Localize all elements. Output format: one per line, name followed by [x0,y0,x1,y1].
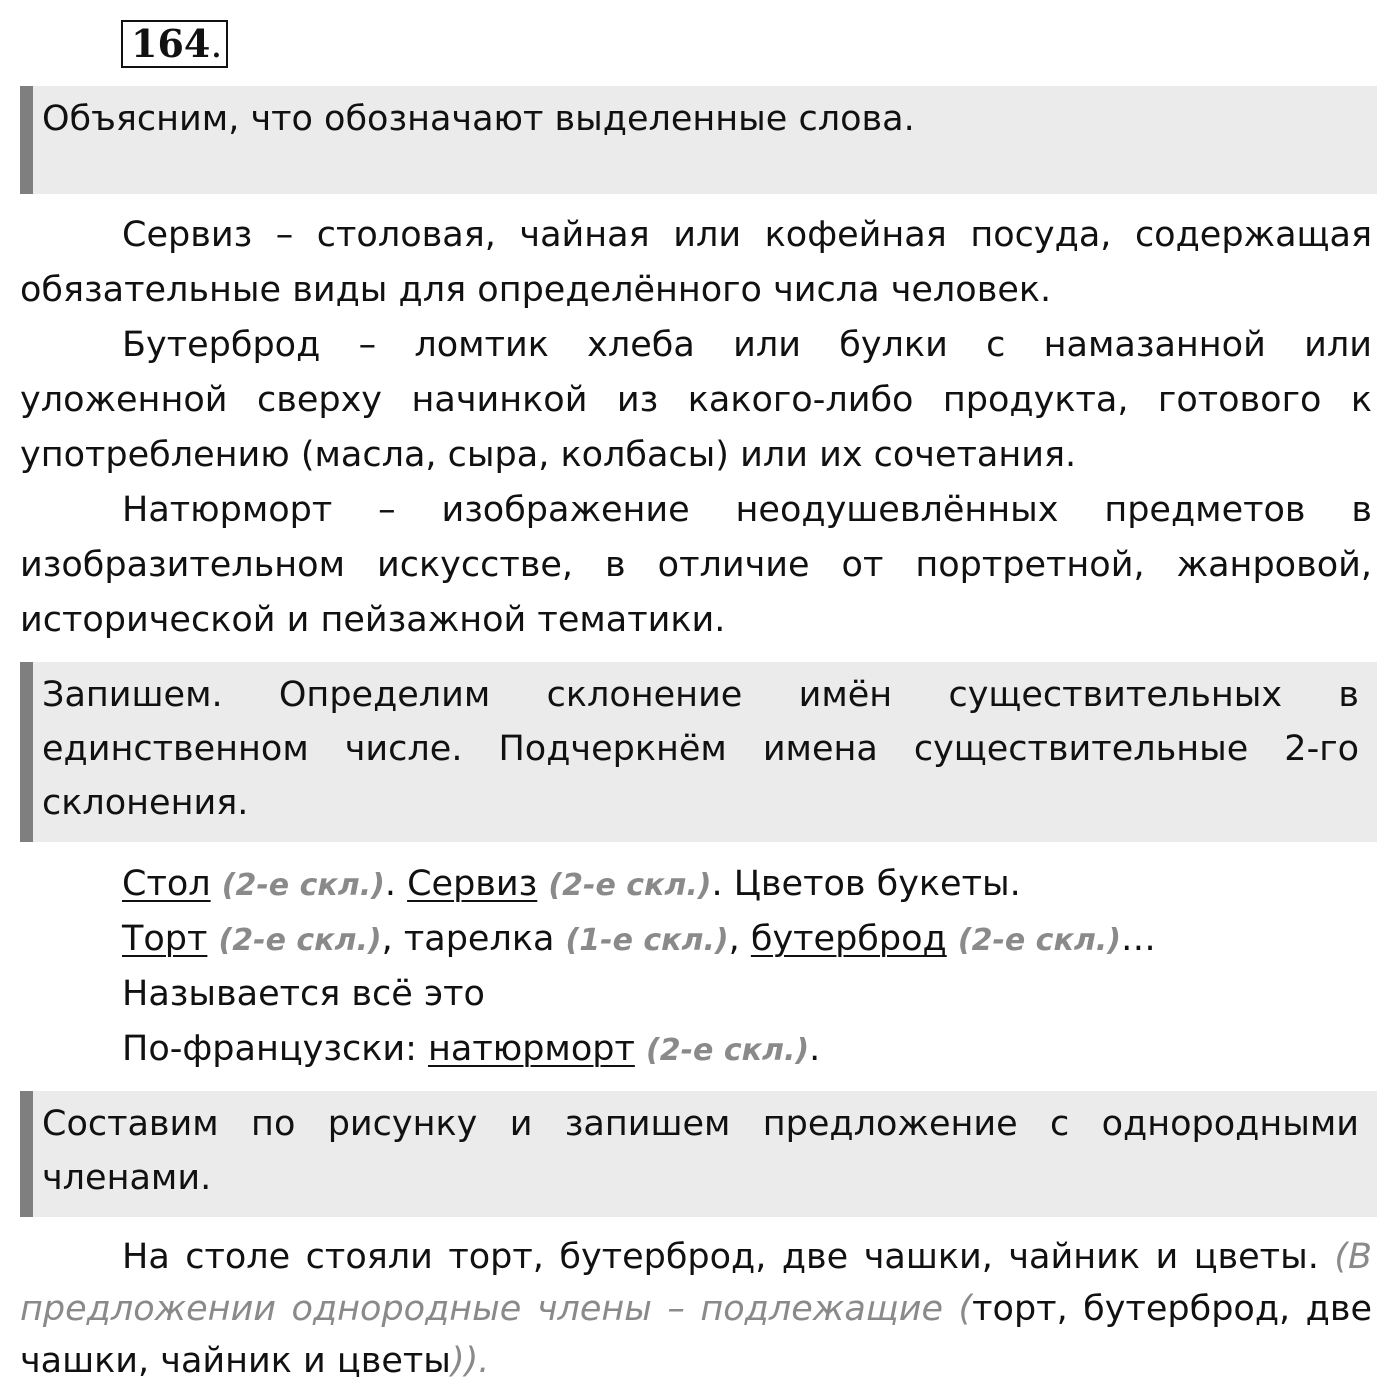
poem-line-2 [122,912,1156,968]
exercise-number [121,20,228,68]
answer-note: (В предложении однородные члены – подлежащие ( [20,1237,1372,1329]
declension-note: (2-е скл.) [957,923,1121,958]
declension-note: (2-е скл.) [218,923,382,958]
poem-line-3: Называется всё это [122,974,485,1014]
noun-servis: Сервиз [407,864,538,904]
poem-text: , тарелка [381,919,566,959]
poem-text: , [728,919,751,959]
declension-note: (2-е скл.) [548,868,712,903]
task-instruction-3: Составим по рисунку и запишем предложение с однородными членами. [20,1091,1377,1217]
declension-note: (2-е скл.) [646,1033,810,1068]
definition-servis: Сервиз – столовая, чайная или кофейная посуда, содержащая обязательные виды для определённого числа человек. [20,215,1372,310]
definition-natyurmort: Натюрморт – изображение неодушевлённых предметов в изобразительном искусстве, в отличие от портретной, жанровой, исторической и пейзажной тематики. [20,490,1372,640]
poem-text: … [1120,919,1156,959]
definition-buterbrod: Бутерброд – ломтик хлеба или булки с намазанной или уложенной сверху начинкой из какого-либо продукта, готового к употреблению (масла, сыра, колбасы) или их сочетания. [20,325,1372,475]
poem-line-1 [122,857,1021,913]
poem-text: . [809,1029,821,1069]
answer-paragraph [20,1231,1372,1387]
declension-note: (2-е скл.) [221,868,385,903]
poem-line-4 [122,1022,820,1078]
homogeneous-members: торт, бутерброд, две чашки, чайник и цветы [20,1289,1372,1381]
task-instruction-1: Объясним, что обозначают выделенные слова. [20,86,1377,194]
exercise-number-value: 164 [131,21,211,66]
exercise-number-dot: . [210,22,223,66]
declension-note: (1-е скл.) [565,923,729,958]
task-instruction-2: Запишем. Определим склонение имён существительных в единственном числе. Подчеркнём имена существительные 2-го склонения. [20,662,1377,842]
answer-sentence: На столе стояли торт, бутерброд, две чашки, чайник и цветы. [122,1237,1335,1277]
answer-note-end: )). [450,1341,490,1381]
noun-tort: Торт [122,919,208,959]
noun-buterbrod: бутерброд [750,919,947,959]
poem-text: По-французски: [122,1029,429,1069]
noun-natyurmort: натюрморт [428,1029,635,1069]
poem-text: . [384,864,408,904]
poem-text: . Цветов букеты. [711,864,1021,904]
noun-stol: Стол [122,864,211,904]
